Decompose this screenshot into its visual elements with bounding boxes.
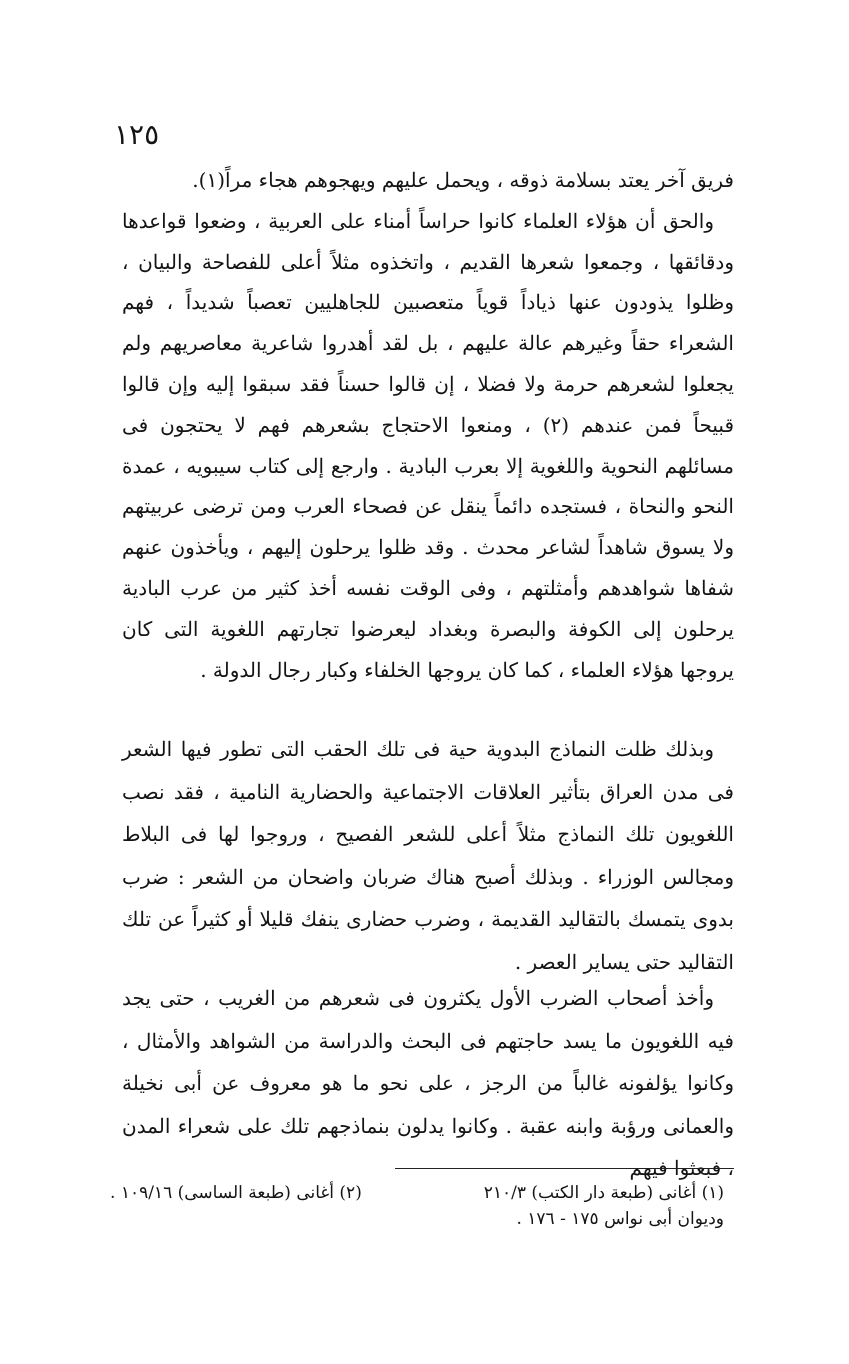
paragraph: والحق أن هؤلاء العلماء كانوا حراساً أمناء على العربية ، وضعوا قواعدها ودقائقها ، وجمعوا شعرها القديم ، واتخذوه مثلاً أعلى للفصاحة والبيان ، وظلوا يذودون عنها ذياداً قوياً متعصبين للجاهليين تعصباً شديداً ، فهم الشعراء حقاً وغيرهم عالة عليهم ، بل لقد أهدروا شاعرية معاصريهم ولم يجعلوا لشعرهم حرمة ولا فضلا ، إن قالوا حسناً فقد سبقوا إليه وإن قالوا قبيحاً فمن عندهم (٢) ، ومنعوا الاحتجاج بشعرهم فهم لا يحتجون فى مسائلهم النحوية واللغوية إلا بعرب البادية . وارجع إلى كتاب سيبويه ، عمدة النحو والنحاة ، فستجده دائماً ينقل عن فصحاء العرب ومن ترضى عربيتهم ولا يسوق شاهداً لشاعر محدث . وقد ظلوا يرحلون إليهم ، ويأخذون عنهم شفاها شواهدهم وأمثلتهم ، وفى الوقت نفسه أخذ كثير من عرب البادية يرحلون إلى الكوفة والبصرة وبغداد ليعرضوا تجارتهم اللغوية التى كان يروجها هؤلاء العلماء ، كما كان يروجها الخلفاء وكبار رجال الدولة .	[122, 208, 735, 682]
footnote-1: (١) أغانى (طبعة دار الكتب) ٢١٠/٣	[483, 1183, 724, 1203]
paragraph: فريق آخر يعتد بسلامة ذوقه ، ويحمل عليهم ويهجوهم هجاء مراً(١).	[192, 168, 734, 192]
footnote-1-continuation: وديوان أبى نواس ١٧٥ - ١٧٦ .	[516, 1209, 724, 1229]
page-number: ١٢٥	[114, 118, 160, 151]
text-block-2	[122, 728, 734, 983]
footnote-divider	[395, 1168, 734, 1169]
footnote-2: (٢) أغانى (طبعة الساسى) ١٠٩/١٦ .	[110, 1183, 362, 1203]
text-block-3	[122, 977, 734, 1190]
footnote-row	[110, 1180, 724, 1206]
paragraph: وأخذ أصحاب الضرب الأول يكثرون فى شعرهم من الغريب ، حتى يجد فيه اللغويون ما يسد حاجتهم فى البحث والدراسة من الشواهد والأمثال ، وكانوا يؤلفونه غالباً من الرجز ، على نحو ما هو معروف عن أبى نخيلة والعمانى ورؤبة وابنه عقبة . وكانوا يدلون بنماذجهم تلك على شعراء المدن ، فبعثوا فيهم	[122, 986, 734, 1180]
text-block-1	[122, 160, 734, 690]
footnotes	[110, 1180, 724, 1232]
paragraph: وبذلك ظلت النماذج البدوية حية فى تلك الحقب التى تطور فيها الشعر فى مدن العراق بتأثير العلاقات الاجتماعية والحضارية النامية ، فقد نصب اللغويون تلك النماذج مثلاً أعلى للشعر الفصيح ، وروجوا لها فى البلاط ومجالس الوزراء . وبذلك أصبح هناك ضربان واضحان من الشعر : ضرب بدوى يتمسك بالتقاليد القديمة ، وضرب حضارى ينفك قليلا أو كثيراً عن تلك التقاليد حتى يساير العصر .	[122, 737, 734, 974]
